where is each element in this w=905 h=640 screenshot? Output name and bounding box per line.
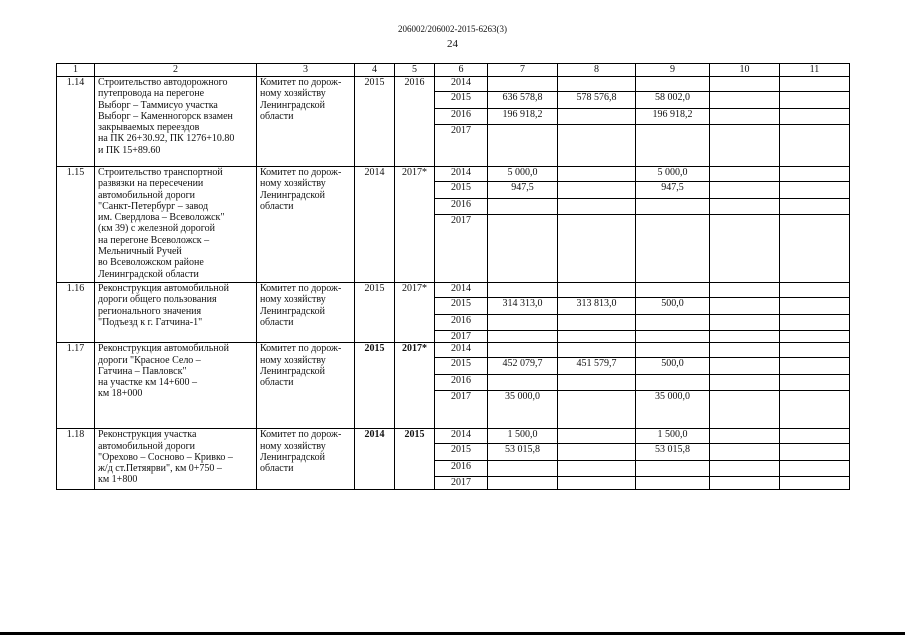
column-header: 6 bbox=[435, 64, 488, 77]
object-name: Строительство автодорожного путепровода на перегоне Выборг – Таммисуо участка Выборг – Каменногорск взамен закрываемых переездов на ПК 26+30.92, ПК 1276+10.80 и ПК 15+89.60 bbox=[95, 77, 257, 167]
federal-cost-cell bbox=[558, 444, 636, 461]
total-cost-cell bbox=[488, 375, 558, 391]
total-cost-cell bbox=[488, 77, 558, 92]
other-cost-cell bbox=[780, 125, 850, 167]
local-cost-cell bbox=[710, 331, 780, 343]
local-cost-cell bbox=[710, 358, 780, 375]
table-row bbox=[57, 167, 850, 182]
scan-edge-line bbox=[0, 632, 905, 635]
total-cost-cell bbox=[488, 477, 558, 489]
column-header: 8 bbox=[558, 64, 636, 77]
regional-cost-cell bbox=[636, 125, 710, 167]
other-cost-cell bbox=[780, 358, 850, 375]
other-cost-cell bbox=[780, 315, 850, 331]
other-cost-cell bbox=[780, 444, 850, 461]
end-year: 2017* bbox=[395, 343, 435, 429]
total-cost-cell bbox=[488, 315, 558, 331]
other-cost-cell bbox=[780, 109, 850, 125]
object-name: Реконструкция автомобильной дороги общего пользования регионального значения "Подъезд к г. Гатчина-1" bbox=[95, 283, 257, 343]
item-number: 1.17 bbox=[57, 343, 95, 429]
table-row bbox=[57, 283, 850, 298]
item-number: 1.18 bbox=[57, 429, 95, 489]
regional-cost-cell bbox=[636, 461, 710, 477]
year-cell: 2016 bbox=[435, 199, 488, 215]
federal-cost-cell bbox=[558, 283, 636, 298]
local-cost-cell bbox=[710, 343, 780, 358]
federal-cost-cell: 451 579,7 bbox=[558, 358, 636, 375]
year-cell: 2014 bbox=[435, 167, 488, 182]
year-cell: 2016 bbox=[435, 315, 488, 331]
document-id: 206002/206002-2015-6263(3) bbox=[398, 24, 507, 34]
federal-cost-cell bbox=[558, 109, 636, 125]
local-cost-cell bbox=[710, 182, 780, 199]
regional-cost-cell: 500,0 bbox=[636, 358, 710, 375]
regional-cost-cell: 58 002,0 bbox=[636, 92, 710, 109]
column-header: 4 bbox=[355, 64, 395, 77]
federal-cost-cell bbox=[558, 167, 636, 182]
other-cost-cell bbox=[780, 343, 850, 358]
regional-cost-cell bbox=[636, 343, 710, 358]
federal-cost-cell bbox=[558, 343, 636, 358]
column-header: 7 bbox=[488, 64, 558, 77]
other-cost-cell bbox=[780, 215, 850, 283]
total-cost-cell: 947,5 bbox=[488, 182, 558, 199]
program-table bbox=[56, 63, 850, 490]
local-cost-cell bbox=[710, 315, 780, 331]
federal-cost-cell bbox=[558, 315, 636, 331]
total-cost-cell: 636 578,8 bbox=[488, 92, 558, 109]
total-cost-cell: 314 313,0 bbox=[488, 298, 558, 315]
year-cell: 2014 bbox=[435, 77, 488, 92]
responsible-committee: Комитет по дорож- ному хозяйству Ленинградской области bbox=[257, 167, 355, 283]
regional-cost-cell: 5 000,0 bbox=[636, 167, 710, 182]
total-cost-cell bbox=[488, 215, 558, 283]
total-cost-cell: 35 000,0 bbox=[488, 391, 558, 429]
total-cost-cell bbox=[488, 461, 558, 477]
regional-cost-cell: 35 000,0 bbox=[636, 391, 710, 429]
year-cell: 2015 bbox=[435, 182, 488, 199]
responsible-committee: Комитет по дорож- ному хозяйству Ленинградской области bbox=[257, 343, 355, 429]
start-year: 2015 bbox=[355, 77, 395, 167]
local-cost-cell bbox=[710, 429, 780, 444]
local-cost-cell bbox=[710, 109, 780, 125]
start-year: 2014 bbox=[355, 429, 395, 489]
column-header: 2 bbox=[95, 64, 257, 77]
local-cost-cell bbox=[710, 283, 780, 298]
local-cost-cell bbox=[710, 92, 780, 109]
other-cost-cell bbox=[780, 182, 850, 199]
local-cost-cell bbox=[710, 444, 780, 461]
responsible-committee: Комитет по дорож- ному хозяйству Ленинградской области bbox=[257, 429, 355, 489]
total-cost-cell bbox=[488, 343, 558, 358]
year-cell: 2017 bbox=[435, 331, 488, 343]
total-cost-cell bbox=[488, 125, 558, 167]
total-cost-cell: 196 918,2 bbox=[488, 109, 558, 125]
federal-cost-cell bbox=[558, 182, 636, 199]
total-cost-cell bbox=[488, 331, 558, 343]
federal-cost-cell bbox=[558, 77, 636, 92]
start-year: 2015 bbox=[355, 283, 395, 343]
year-cell: 2017 bbox=[435, 125, 488, 167]
local-cost-cell bbox=[710, 167, 780, 182]
regional-cost-cell: 53 015,8 bbox=[636, 444, 710, 461]
regional-cost-cell bbox=[636, 77, 710, 92]
total-cost-cell: 53 015,8 bbox=[488, 444, 558, 461]
year-cell: 2014 bbox=[435, 343, 488, 358]
local-cost-cell bbox=[710, 125, 780, 167]
end-year: 2017* bbox=[395, 167, 435, 283]
regional-cost-cell bbox=[636, 477, 710, 489]
other-cost-cell bbox=[780, 375, 850, 391]
year-cell: 2016 bbox=[435, 461, 488, 477]
local-cost-cell bbox=[710, 375, 780, 391]
local-cost-cell bbox=[710, 298, 780, 315]
column-header: 1 bbox=[57, 64, 95, 77]
regional-cost-cell: 947,5 bbox=[636, 182, 710, 199]
year-cell: 2015 bbox=[435, 298, 488, 315]
regional-cost-cell bbox=[636, 375, 710, 391]
year-cell: 2017 bbox=[435, 477, 488, 489]
other-cost-cell bbox=[780, 92, 850, 109]
regional-cost-cell: 500,0 bbox=[636, 298, 710, 315]
federal-cost-cell: 578 576,8 bbox=[558, 92, 636, 109]
regional-cost-cell bbox=[636, 215, 710, 283]
other-cost-cell bbox=[780, 477, 850, 489]
column-header: 9 bbox=[636, 64, 710, 77]
other-cost-cell bbox=[780, 331, 850, 343]
local-cost-cell bbox=[710, 477, 780, 489]
regional-cost-cell bbox=[636, 315, 710, 331]
total-cost-cell: 5 000,0 bbox=[488, 167, 558, 182]
start-year: 2015 bbox=[355, 343, 395, 429]
year-cell: 2015 bbox=[435, 444, 488, 461]
federal-cost-cell bbox=[558, 477, 636, 489]
local-cost-cell bbox=[710, 215, 780, 283]
start-year: 2014 bbox=[355, 167, 395, 283]
column-header: 5 bbox=[395, 64, 435, 77]
regional-cost-cell bbox=[636, 283, 710, 298]
year-cell: 2015 bbox=[435, 92, 488, 109]
year-cell: 2017 bbox=[435, 215, 488, 283]
responsible-committee: Комитет по дорож- ному хозяйству Ленинградской области bbox=[257, 77, 355, 167]
object-name: Реконструкция участка автомобильной дороги "Орехово – Сосново – Кривко – ж/д ст.Петяярви", км 0+750 – км 1+800 bbox=[95, 429, 257, 489]
column-header: 11 bbox=[780, 64, 850, 77]
item-number: 1.16 bbox=[57, 283, 95, 343]
table-row bbox=[57, 343, 850, 358]
regional-cost-cell bbox=[636, 331, 710, 343]
responsible-committee: Комитет по дорож- ному хозяйству Ленинградской области bbox=[257, 283, 355, 343]
year-cell: 2014 bbox=[435, 429, 488, 444]
other-cost-cell bbox=[780, 167, 850, 182]
table-row bbox=[57, 77, 850, 92]
column-header: 3 bbox=[257, 64, 355, 77]
other-cost-cell bbox=[780, 391, 850, 429]
item-number: 1.15 bbox=[57, 167, 95, 283]
local-cost-cell bbox=[710, 391, 780, 429]
year-cell: 2016 bbox=[435, 375, 488, 391]
end-year: 2017* bbox=[395, 283, 435, 343]
end-year: 2015 bbox=[395, 429, 435, 489]
federal-cost-cell bbox=[558, 461, 636, 477]
local-cost-cell bbox=[710, 461, 780, 477]
table-row bbox=[57, 429, 850, 444]
federal-cost-cell bbox=[558, 199, 636, 215]
federal-cost-cell bbox=[558, 391, 636, 429]
item-number: 1.14 bbox=[57, 77, 95, 167]
end-year: 2016 bbox=[395, 77, 435, 167]
total-cost-cell bbox=[488, 199, 558, 215]
federal-cost-cell bbox=[558, 375, 636, 391]
other-cost-cell bbox=[780, 461, 850, 477]
year-cell: 2016 bbox=[435, 109, 488, 125]
year-cell: 2015 bbox=[435, 358, 488, 375]
other-cost-cell bbox=[780, 77, 850, 92]
year-cell: 2017 bbox=[435, 391, 488, 429]
federal-cost-cell bbox=[558, 125, 636, 167]
regional-cost-cell: 1 500,0 bbox=[636, 429, 710, 444]
local-cost-cell bbox=[710, 199, 780, 215]
regional-cost-cell: 196 918,2 bbox=[636, 109, 710, 125]
other-cost-cell bbox=[780, 429, 850, 444]
federal-cost-cell bbox=[558, 429, 636, 444]
federal-cost-cell: 313 813,0 bbox=[558, 298, 636, 315]
year-cell: 2014 bbox=[435, 283, 488, 298]
local-cost-cell bbox=[710, 77, 780, 92]
other-cost-cell bbox=[780, 199, 850, 215]
total-cost-cell bbox=[488, 283, 558, 298]
other-cost-cell bbox=[780, 283, 850, 298]
object-name: Строительство транспортной развязки на пересечении автомобильной дороги "Санкт-Петербург – завод им. Свердлова – Всеволожск" (км 39) с железной дорогой на перегоне Всеволожск – Мельничный Ручей во Всеволожском районе Ленинградской области bbox=[95, 167, 257, 283]
column-header: 10 bbox=[710, 64, 780, 77]
other-cost-cell bbox=[780, 298, 850, 315]
object-name: Реконструкция автомобильной дороги "Красное Село – Гатчина – Павловск" на участке км 14+600 – км 18+000 bbox=[95, 343, 257, 429]
total-cost-cell: 452 079,7 bbox=[488, 358, 558, 375]
column-number-row bbox=[57, 64, 850, 77]
page-number: 24 bbox=[447, 38, 458, 50]
total-cost-cell: 1 500,0 bbox=[488, 429, 558, 444]
federal-cost-cell bbox=[558, 331, 636, 343]
regional-cost-cell bbox=[636, 199, 710, 215]
federal-cost-cell bbox=[558, 215, 636, 283]
